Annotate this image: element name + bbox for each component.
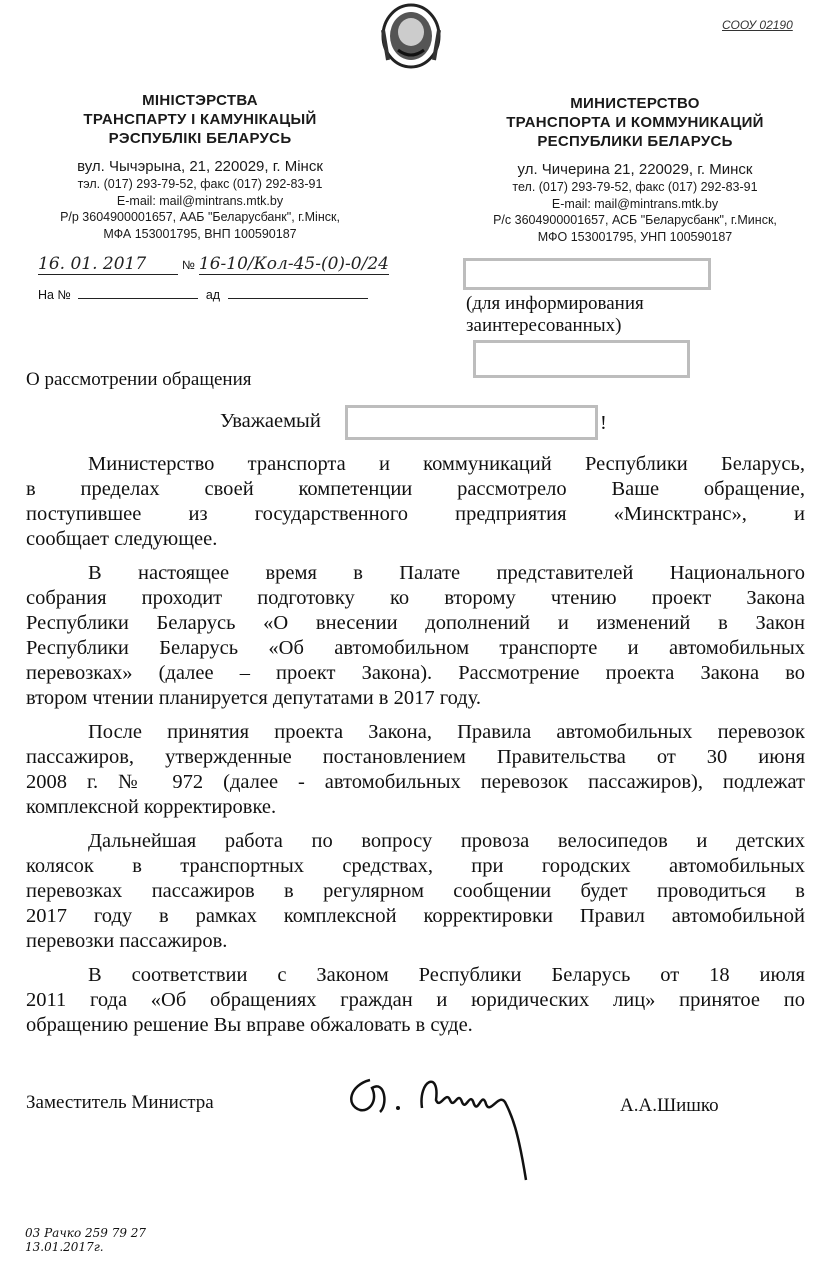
paragraph-line: перевозках» (далее – проект Закона). Рассмотрение проекта Закона во [26, 662, 805, 684]
executor-line: 03 Рачко 259 79 27 [25, 1226, 147, 1240]
header-belarusian [20, 91, 380, 242]
number-handwritten: 16-10/Кол-45-(0)-0/24 [198, 254, 389, 274]
number-label: № [182, 258, 195, 272]
paragraph-line: Республики Беларусь «О внесении дополнений и изменений в Закон [26, 612, 805, 634]
header-russian [455, 94, 815, 245]
ministry-bank: Р/с 3604900001657, АСБ "Беларусбанк", г.Минск, [493, 213, 777, 227]
recipient-note [466, 293, 644, 337]
paragraph-line: собрания проходит подготовку ко второму чтению проект Закона [26, 587, 805, 609]
executor-date: 13.01.2017г. [25, 1240, 104, 1254]
paragraph-line: Дальнейшая работа по вопросу провоза велосипедов и детских [88, 830, 805, 852]
ministry-codes: МФА 153001795, ВНП 100590187 [103, 226, 297, 241]
ministry-bank: Р/р 3604900001657, ААБ "Беларусбанк", г.Мінск, [60, 210, 340, 224]
paragraph-line: поступившее из государственного предприятия «Минсктранс», и [26, 503, 805, 525]
redacted-name [345, 405, 598, 440]
paragraph [26, 452, 805, 552]
paragraph [26, 829, 805, 954]
recipient-note-line: (для информирования [466, 293, 644, 314]
paragraph-line: После принятия проекта Закона, Правила автомобильных перевозок [88, 721, 805, 743]
date-handwritten: 16. 01. 2017 [38, 254, 178, 275]
paragraph-line: В настоящее время в Палате представителей Национального [88, 562, 805, 584]
ministry-name-line: МИНИСТЕРСТВО [570, 95, 700, 112]
ministry-email: E-mail: mail@mintrans.mtk.by [116, 193, 284, 208]
state-emblem [378, 0, 444, 70]
paragraph [26, 963, 805, 1038]
salutation [220, 410, 321, 433]
paragraph-line: колясок в транспортных средствах, при городских автомобильных [26, 855, 805, 877]
paragraph-line: втором чтении планируется депутатами в 2017 году. [26, 687, 482, 709]
footer-executor [25, 1226, 146, 1254]
paragraph-line: 2017 году в рамках комплексной корректировки Правил автомобильной [26, 905, 805, 927]
signer-name: А.А.Шишко [620, 1095, 719, 1116]
ministry-email: E-mail: mail@mintrans.mtk.by [551, 196, 719, 211]
ref-from-blank [228, 298, 368, 299]
reference-line [38, 288, 368, 302]
ministry-phone: тел. (017) 293-79-52, факс (017) 292-83-91 [512, 180, 758, 194]
paragraph-line: сообщает следующее. [26, 528, 218, 550]
subject: О рассмотрении обращения [26, 369, 252, 390]
registration-line [38, 254, 458, 278]
paragraph-line: комплексной корректировке. [26, 796, 277, 818]
ministry-phone: тэл. (017) 293-79-52, факс (017) 292-83-91 [77, 177, 323, 191]
paragraph-line: Министерство транспорта и коммуникаций Республики Беларусь, [88, 453, 805, 475]
paragraph-line: обращению решение Вы вправе обжаловать в суде. [26, 1014, 473, 1036]
ministry-name-line: ТРАНСПОРТА И КОММУНИКАЦИЙ [506, 114, 764, 131]
ministry-address: вул. Чычэрына, 21, 220029, г. Мінск [77, 158, 323, 175]
paragraph-line: перевозках пассажиров в регулярном сообщении будет проводиться в [26, 880, 805, 902]
ref-blank [78, 298, 198, 299]
salutation-end: ! [600, 412, 607, 434]
signer-title: Заместитель Министра [26, 1092, 214, 1113]
paragraph-line: перевозки пассажиров. [26, 930, 228, 952]
ref-from-label: ад [205, 288, 221, 302]
recipient-note-line: заинтересованных) [466, 315, 622, 336]
paragraph [26, 561, 805, 711]
paragraph-line: В соответствии с Законом Республики Беларусь от 18 июля [88, 964, 805, 986]
salutation-text: Уважаемый [220, 410, 321, 432]
paragraph [26, 720, 805, 820]
paragraph-line: Республики Беларусь «Об автомобильном транспорте и автомобильных [26, 637, 805, 659]
ministry-name-line: ТРАНСПАРТУ І КАМУНІКАЦЫЙ [83, 111, 317, 128]
redacted-recipient [463, 258, 711, 290]
paragraph-line: 2011 года «Об обращениях граждан и юридических лиц» принятое по [26, 989, 805, 1011]
signature [340, 1060, 560, 1195]
document-code: СООУ 02190 [722, 18, 793, 32]
ref-label: На № [38, 288, 71, 302]
paragraph-line: пассажиров, утвержденные постановлением Правительства от 30 июня [26, 746, 805, 768]
ministry-address: ул. Чичерина 21, 220029, г. Минск [517, 161, 753, 178]
letter-body [26, 452, 805, 1047]
ministry-name-line: РЕСПУБЛИКИ БЕЛАРУСЬ [537, 133, 733, 150]
paragraph-line: 2008 г. № 972 (далее - автомобильных перевозок пассажиров), подлежат [26, 771, 805, 793]
ministry-name-line: РЭСПУБЛІКІ БЕЛАРУСЬ [108, 130, 292, 147]
ministry-codes: МФО 153001795, УНП 100590187 [537, 229, 733, 244]
redacted-address [473, 340, 690, 378]
paragraph-line: в пределах своей компетенции рассмотрело Ваше обращение, [26, 478, 805, 500]
ministry-name-line: МІНІСТЭРСТВА [142, 92, 258, 109]
